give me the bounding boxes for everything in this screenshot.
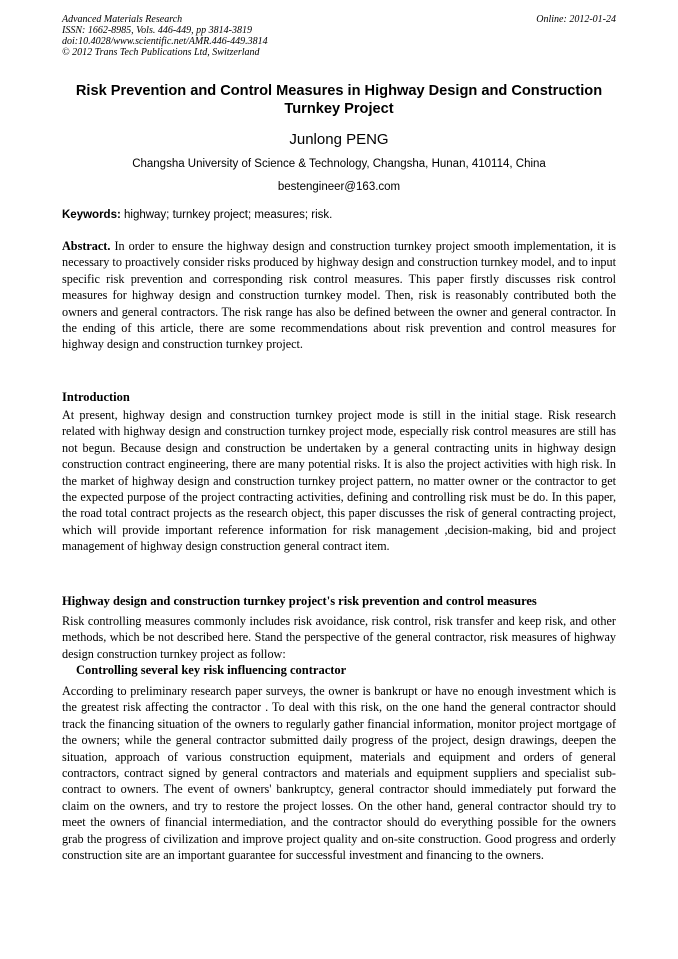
keywords-text: highway; turnkey project; measures; risk. bbox=[120, 209, 333, 221]
introduction-paragraph: At present, highway design and construction turnkey project mode is still in the initial stage. Risk research related with highway design and construction turnkey project mode, especially risk control measures are still has not begun. Because design and construction be undertaken by a general contracting units in highway design construction contract engineering, there are many potential risks. It is also the project activities with high risk. In the market of highway design and construction turnkey project pattern, no matter owner or the contractor to get the expected purpose of the project contracting activities, defining and controlling risk must be do. In this paper, the road total contract projects as the research object, this paper discusses the risk of general contracting project, which will provide important reference information for risk management ,decision-making, bid and project management of highway design construction general contract item. bbox=[62, 408, 616, 554]
journal-header bbox=[62, 14, 616, 58]
keywords bbox=[62, 208, 616, 222]
author-email: bestengineer@163.com bbox=[277, 181, 401, 193]
doi-line: doi:10.4028/www.scientific.net/AMR.446-449.3814 bbox=[62, 36, 268, 47]
copyright-line: © 2012 Trans Tech Publications Ltd, Switzerland bbox=[62, 47, 260, 58]
issn-line: ISSN: 1662-8985, Vols. 446-449, pp 3814-3819 bbox=[62, 25, 252, 36]
subsection-paragraph: According to preliminary research paper surveys, the owner is bankrupt or have no enough investment which is the greatest risk affecting the contractor . To deal with this risk, on the one hand the general contractor should track the financing situation of the owners to regularly gather financial information, monitor project mortgage of the owners; while the general contractor submitted daily progress of the project, design drawings, deepen the situation, approach of various construction equipment, materials and equipment and orders of general contractors, contract signed by general contractors and materials and equipment suppliers and specialist sub-contract to owners. The event of owners' bankruptcy, general contractor should immediately put forward the claim on the owners, and try to restore the project losses. On the other hand, general contractor should try to meet the owners of financial intermediation, and the contractor should do everything possible for the owners grab the progress of civilization and improve project quality and on-site construction. Good progress and orderly construction site are an important guarantee for successful investment and financing to the owners. bbox=[62, 684, 616, 863]
online-date: Online: 2012-01-24 bbox=[536, 14, 616, 25]
subsection-heading: Controlling several key risk influencing contractor bbox=[76, 663, 347, 677]
affiliation: Changsha University of Science & Technology, Changsha, Hunan, 410114, China bbox=[132, 158, 546, 170]
paper-title: Risk Prevention and Control Measures in Highway Design and Construction Turnkey Project bbox=[75, 83, 603, 117]
introduction-heading: Introduction bbox=[62, 390, 130, 404]
journal-name: Advanced Materials Research bbox=[62, 14, 183, 25]
abstract-label: Abstract. bbox=[62, 239, 111, 253]
keywords-label: Keywords: bbox=[62, 209, 121, 221]
section-heading: Highway design and construction turnkey project's risk prevention and control measures bbox=[62, 594, 537, 608]
section-paragraph: Risk controlling measures commonly includes risk avoidance, risk control, risk transfer and keep risk, and other methods, which be not described here. Stand the perspective of the general contractor, risk measures of highway design construction turnkey project as follow: bbox=[62, 614, 616, 661]
author-name: Junlong PENG bbox=[289, 131, 389, 148]
abstract-text: In order to ensure the highway design and construction turnkey project smooth implementation, it is necessary to proactively consider risks produced by highway design and construction turnkey model, and to input specific risk prevention and corresponding risk control measures. This paper firstly discusses risk control measures for highway design and construction turnkey model. Then, risk is reasonably contributed both the owners and general contractors. The risk range has also be defined between the owner and general contractor. In the ending of this article, there are some recommendations about risk prevention and control measures for highway design and construction turnkey project. bbox=[62, 239, 616, 352]
abstract bbox=[62, 238, 616, 353]
